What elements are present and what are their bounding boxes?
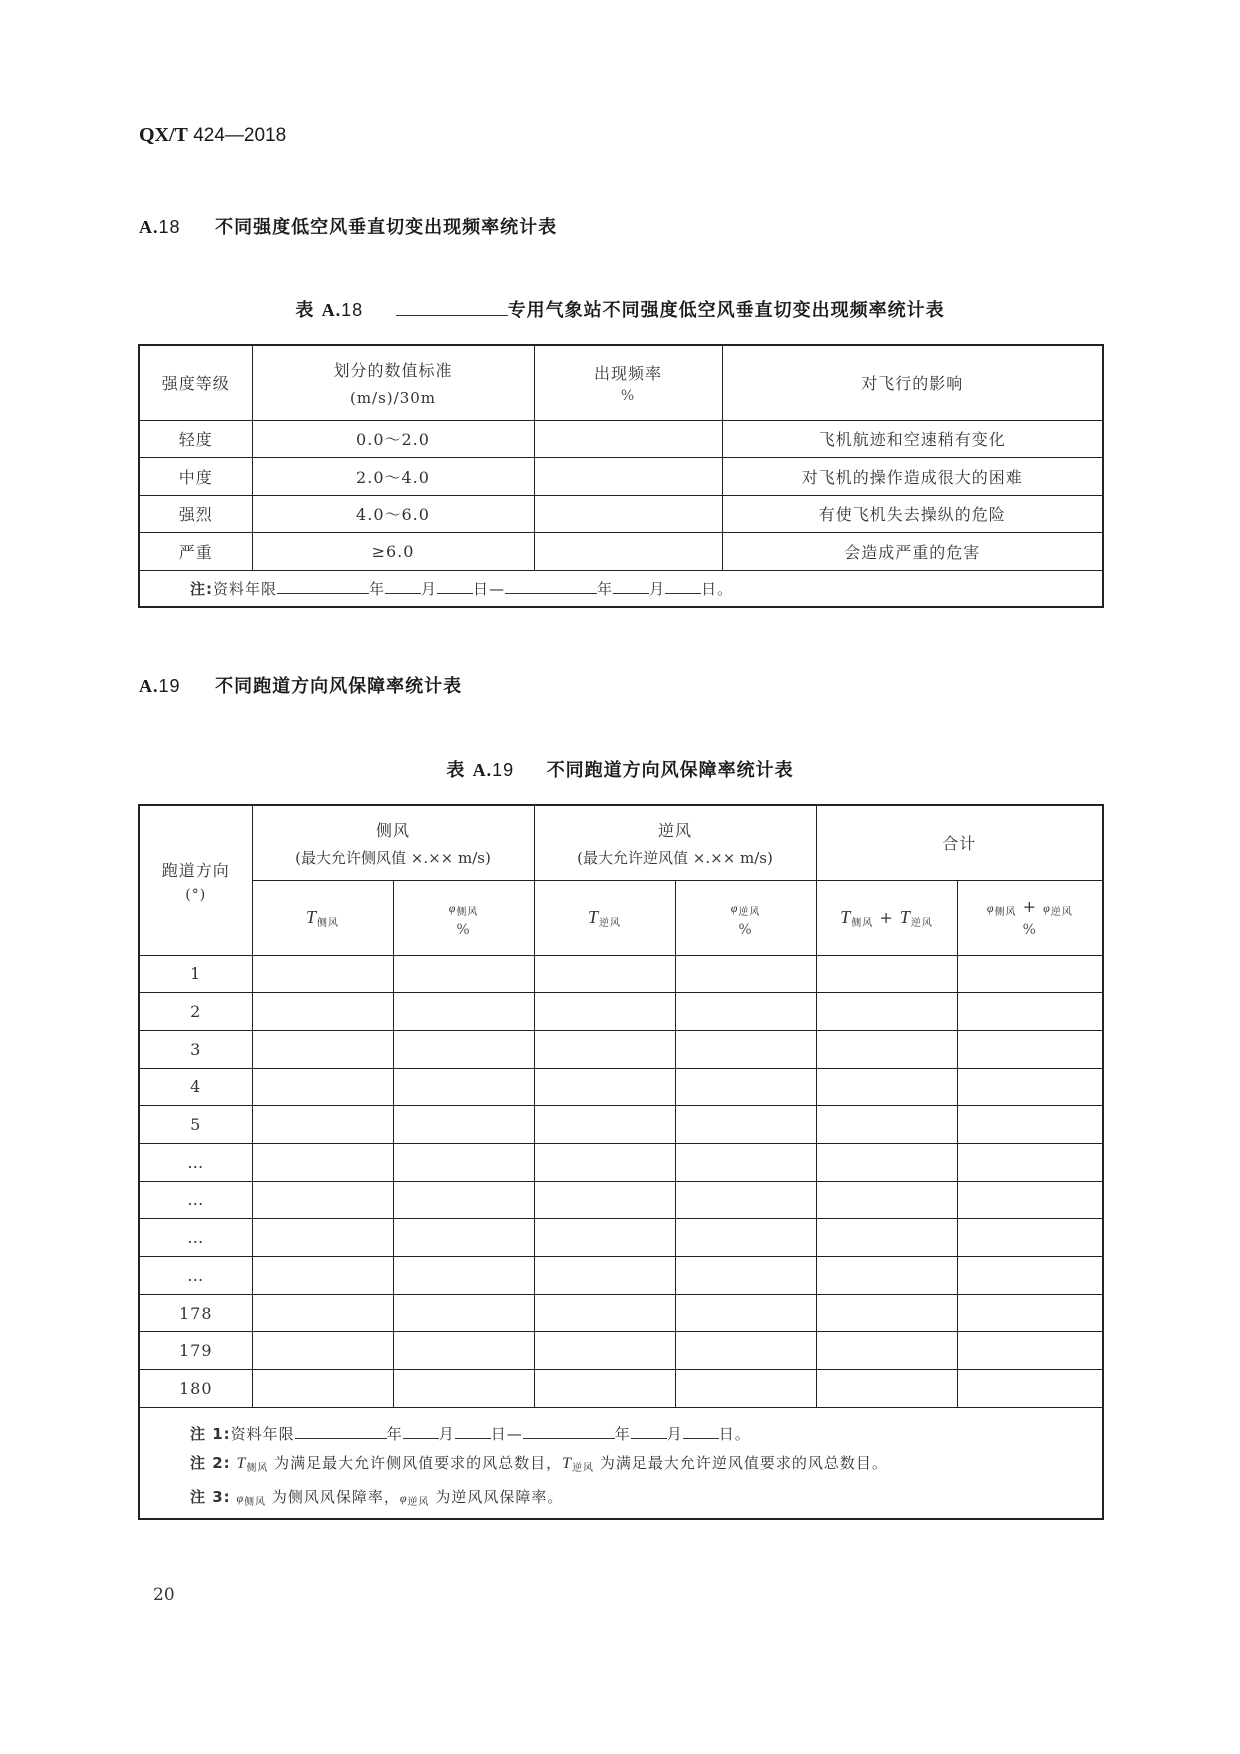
t-symbol: T (305, 906, 317, 927)
runway-direction: 179 (139, 1332, 252, 1370)
crosswind-subscript: 侧风 (244, 1496, 267, 1508)
section-a19-num-suffix: 19 (158, 676, 181, 696)
runway-direction: 180 (139, 1370, 252, 1408)
header-criteria (252, 345, 534, 420)
section-a19-num-prefix: A. (139, 676, 159, 696)
table-a18-note (139, 570, 1103, 607)
start-year-blank[interactable] (277, 592, 369, 594)
t-headwind-cell[interactable] (534, 1181, 675, 1219)
note-year: 年 (614, 1424, 631, 1443)
end-day-blank[interactable] (683, 1437, 719, 1439)
header-frequency-line1: 出现频率 (593, 364, 662, 384)
phi-headwind-cell[interactable] (675, 1143, 816, 1181)
crosswind-subscript: 侧风 (994, 907, 1017, 918)
phi-symbol: φ (399, 1490, 408, 1505)
start-month-blank[interactable] (403, 1437, 439, 1439)
headwind-subscript: 逆风 (599, 917, 622, 929)
header-runway-line1: 跑道方向 (161, 860, 230, 880)
phi-total-cell[interactable] (957, 1294, 1103, 1332)
t-crosswind-cell[interactable] (252, 1106, 393, 1144)
t-headwind-cell[interactable] (534, 955, 675, 993)
header-t-crosswind (252, 880, 393, 955)
header-criteria-line2: (m/s)/30m (349, 389, 437, 408)
end-year-blank[interactable] (523, 1437, 615, 1439)
start-year-blank[interactable] (295, 1437, 387, 1439)
table-a19 (138, 804, 1104, 1520)
runway-direction: … (139, 1219, 252, 1257)
table-a19-notes-row (139, 1407, 1103, 1519)
phi-total-cell[interactable] (957, 1257, 1103, 1295)
t-total-cell[interactable] (816, 1370, 957, 1408)
phi-headwind-cell[interactable] (675, 1106, 816, 1144)
note-month: 月 (666, 1424, 683, 1443)
t-headwind-cell[interactable] (534, 1294, 675, 1332)
runway-direction: … (139, 1257, 252, 1295)
t-symbol: T (236, 1454, 247, 1472)
t-crosswind-cell[interactable] (252, 1370, 393, 1408)
runway-direction: 3 (139, 1030, 252, 1068)
phi-crosswind-cell[interactable] (393, 1257, 534, 1295)
row-level: 轻度 (139, 420, 252, 457)
phi-crosswind-cell[interactable] (393, 1181, 534, 1219)
t-crosswind-cell[interactable] (252, 1332, 393, 1370)
header-frequency (534, 345, 722, 420)
t-crosswind-cell[interactable] (252, 955, 393, 993)
header-criteria-line1: 划分的数值标准 (333, 361, 453, 381)
plus-sign: + (1022, 897, 1037, 916)
note-day-end: 日。 (701, 579, 734, 598)
t-total-cell[interactable] (816, 1106, 957, 1144)
start-day-blank[interactable] (455, 1437, 491, 1439)
note-year: 年 (597, 579, 614, 598)
t-total-cell[interactable] (816, 993, 957, 1031)
phi-crosswind-cell[interactable] (393, 1332, 534, 1370)
row-frequency-cell[interactable] (534, 420, 722, 457)
t-crosswind-cell[interactable] (252, 1219, 393, 1257)
header-t-headwind (534, 880, 675, 955)
t-headwind-cell[interactable] (534, 1030, 675, 1068)
section-a19-title: 不同跑道方向风保障率统计表 (215, 676, 463, 697)
table-a18-note-row (139, 570, 1103, 607)
crosswind-subscript: 侧风 (456, 907, 479, 918)
t-crosswind-cell[interactable] (252, 1030, 393, 1068)
row-impact: 飞机航迹和空速稍有变化 (722, 420, 1103, 457)
section-a18-heading (139, 213, 557, 239)
note-year: 年 (386, 1424, 403, 1443)
phi-symbol: φ (236, 1490, 245, 1505)
header-level: 强度等级 (139, 345, 252, 420)
end-day-blank[interactable] (665, 592, 701, 594)
note-day-dash: 日— (473, 579, 506, 598)
table-a19-body (139, 955, 1103, 1407)
table-row (139, 1068, 1103, 1106)
runway-direction: 2 (139, 993, 252, 1031)
headwind-subscript: 逆风 (910, 917, 933, 929)
table-a18-caption-prefix: 表 (295, 300, 315, 321)
note-1-text: 资料年限 (230, 1424, 295, 1443)
standard-code-prefix: QX/T (139, 124, 188, 146)
note-3-text-b: 为逆风风保障率。 (435, 1487, 564, 1506)
plus-sign: + (879, 907, 894, 927)
standard-code (139, 124, 286, 147)
note-year: 年 (369, 579, 386, 598)
note-1-label: 注 1: (190, 1424, 231, 1443)
t-headwind-cell[interactable] (534, 1106, 675, 1144)
phi-total-cell[interactable] (957, 1106, 1103, 1144)
header-headwind (534, 805, 816, 880)
runway-direction: 4 (139, 1068, 252, 1106)
note-2 (190, 1449, 1102, 1483)
phi-crosswind-cell[interactable] (393, 1030, 534, 1068)
t-symbol: T (588, 906, 600, 927)
phi-headwind-cell[interactable] (675, 993, 816, 1031)
section-a18-num-suffix: 18 (158, 217, 181, 237)
header-runway (139, 805, 252, 955)
table-row (139, 1332, 1103, 1370)
phi-symbol: φ (1043, 901, 1051, 915)
phi-total-cell[interactable] (957, 955, 1103, 993)
t-crosswind-cell[interactable] (252, 1068, 393, 1106)
row-frequency-cell[interactable] (534, 495, 722, 532)
note-2-label: 注 2: (190, 1453, 231, 1472)
t-crosswind-cell[interactable] (252, 1257, 393, 1295)
table-a19-header-row-2 (139, 880, 1103, 955)
row-impact: 有使飞机失去操纵的危险 (722, 495, 1103, 532)
end-month-blank[interactable] (613, 592, 649, 594)
phi-total-cell[interactable] (957, 1143, 1103, 1181)
t-symbol: T (562, 1454, 573, 1472)
table-a19-header-row-1 (139, 805, 1103, 880)
note-3-label: 注 3: (190, 1487, 231, 1506)
runway-direction: … (139, 1181, 252, 1219)
row-level: 中度 (139, 457, 252, 495)
table-row (139, 1294, 1103, 1332)
header-headwind-line2: (最大允许逆风值 ×.×× m/s) (577, 848, 773, 867)
section-a18-title: 不同强度低空风垂直切变出现频率统计表 (215, 217, 558, 238)
t-headwind-cell[interactable] (534, 993, 675, 1031)
runway-direction: 5 (139, 1106, 252, 1144)
percent-unit: % (456, 922, 471, 938)
runway-direction: 1 (139, 955, 252, 993)
t-crosswind-cell[interactable] (252, 1294, 393, 1332)
table-row (139, 1181, 1103, 1219)
phi-crosswind-cell[interactable] (393, 955, 534, 993)
t-headwind-cell[interactable] (534, 1257, 675, 1295)
row-criteria: 4.0～6.0 (252, 495, 534, 532)
table-row (139, 1030, 1103, 1068)
phi-total-cell[interactable] (957, 1068, 1103, 1106)
t-headwind-cell[interactable] (534, 1143, 675, 1181)
table-a19-notes (139, 1407, 1103, 1519)
note-day-dash: 日— (490, 1424, 523, 1443)
note-month: 月 (438, 1424, 455, 1443)
headwind-subscript: 逆风 (1050, 907, 1073, 918)
header-phi-crosswind (393, 880, 534, 955)
start-day-blank[interactable] (437, 592, 473, 594)
table-a19-caption-title: 不同跑道方向风保障率统计表 (546, 760, 794, 781)
note-3-text-a: 为侧风风保障率， (271, 1487, 400, 1506)
header-headwind-line1: 逆风 (658, 820, 693, 840)
row-impact: 对飞机的操作造成很大的困难 (722, 457, 1103, 495)
headwind-subscript: 逆风 (407, 1496, 430, 1508)
row-criteria: ≥6.0 (252, 532, 534, 570)
table-a18-caption (138, 296, 1102, 322)
phi-crosswind-cell[interactable] (393, 1068, 534, 1106)
crosswind-subscript: 侧风 (317, 917, 339, 929)
table-row (139, 420, 1103, 457)
phi-headwind-cell[interactable] (675, 1219, 816, 1257)
phi-headwind-cell[interactable] (675, 1370, 816, 1408)
note-1 (190, 1420, 1102, 1449)
headwind-subscript: 逆风 (738, 907, 761, 918)
phi-total-cell[interactable] (957, 1219, 1103, 1257)
t-headwind-cell[interactable] (534, 1068, 675, 1106)
end-year-blank[interactable] (505, 592, 597, 594)
note-2-text-b: 为满足最大允许逆风值要求的风总数目。 (599, 1453, 888, 1472)
runway-direction: … (139, 1143, 252, 1181)
phi-crosswind-cell[interactable] (393, 993, 534, 1031)
row-criteria: 2.0～4.0 (252, 457, 534, 495)
row-level: 严重 (139, 532, 252, 570)
note-label: 注: (190, 579, 213, 598)
t-total-cell[interactable] (816, 1219, 957, 1257)
header-total: 合计 (816, 805, 1103, 880)
phi-headwind-cell[interactable] (675, 1181, 816, 1219)
crosswind-subscript: 侧风 (246, 1462, 269, 1474)
phi-headwind-cell[interactable] (675, 1294, 816, 1332)
phi-headwind-cell[interactable] (675, 1257, 816, 1295)
t-crosswind-cell[interactable] (252, 993, 393, 1031)
t-headwind-cell[interactable] (534, 1332, 675, 1370)
phi-headwind-cell[interactable] (675, 1332, 816, 1370)
phi-crosswind-cell[interactable] (393, 1106, 534, 1144)
phi-crosswind-cell[interactable] (393, 1370, 534, 1408)
percent-unit: % (738, 922, 753, 938)
t-total-cell[interactable] (816, 1143, 957, 1181)
phi-crosswind-cell[interactable] (393, 1143, 534, 1181)
table-a18-caption-num-prefix: A. (321, 300, 342, 320)
row-criteria: 0.0～2.0 (252, 420, 534, 457)
t-total-cell[interactable] (816, 955, 957, 993)
table-row (139, 1219, 1103, 1257)
header-impact: 对飞行的影响 (722, 345, 1103, 420)
table-row (139, 1106, 1103, 1144)
t-crosswind-cell[interactable] (252, 1181, 393, 1219)
t-total-cell[interactable] (816, 1332, 957, 1370)
t-crosswind-cell[interactable] (252, 1143, 393, 1181)
t-symbol: T (840, 906, 852, 927)
table-a18-caption-title: 专用气象站不同强度低空风垂直切变出现频率统计表 (507, 300, 945, 321)
phi-headwind-cell[interactable] (675, 1068, 816, 1106)
end-month-blank[interactable] (631, 1437, 667, 1439)
station-name-blank[interactable] (396, 314, 508, 316)
t-symbol: T (899, 906, 911, 927)
phi-symbol: φ (730, 901, 739, 915)
phi-total-cell[interactable] (957, 1332, 1103, 1370)
header-crosswind (252, 805, 534, 880)
table-row (139, 495, 1103, 532)
phi-crosswind-cell[interactable] (393, 1219, 534, 1257)
phi-total-cell[interactable] (957, 1030, 1103, 1068)
phi-total-cell[interactable] (957, 1370, 1103, 1408)
note-text: 资料年限 (213, 579, 278, 598)
phi-total-cell[interactable] (957, 993, 1103, 1031)
table-row (139, 993, 1103, 1031)
note-day-end: 日。 (718, 1424, 751, 1443)
note-month: 月 (649, 579, 666, 598)
header-crosswind-line1: 侧风 (376, 820, 411, 840)
table-row (139, 955, 1103, 993)
t-total-cell[interactable] (816, 1181, 957, 1219)
headwind-subscript: 逆风 (572, 1462, 595, 1474)
phi-headwind-cell[interactable] (675, 1030, 816, 1068)
table-a19-caption-num-suffix: 19 (492, 760, 515, 780)
phi-crosswind-cell[interactable] (393, 1294, 534, 1332)
crosswind-subscript: 侧风 (851, 917, 874, 929)
runway-direction: 178 (139, 1294, 252, 1332)
section-a18-num-prefix: A. (139, 217, 159, 237)
table-a18-header-row (139, 345, 1103, 420)
section-a19-heading (139, 672, 462, 698)
table-row (139, 1143, 1103, 1181)
page-number: 20 (153, 1585, 175, 1605)
t-headwind-cell[interactable] (534, 1370, 675, 1408)
header-frequency-unit: % (620, 388, 636, 405)
table-a18 (138, 344, 1104, 608)
table-a19-caption (138, 756, 1102, 782)
header-phi-headwind (675, 880, 816, 955)
t-total-cell[interactable] (816, 1030, 957, 1068)
row-impact: 会造成严重的危害 (722, 532, 1103, 570)
t-headwind-cell[interactable] (534, 1219, 675, 1257)
phi-total-cell[interactable] (957, 1181, 1103, 1219)
percent-unit: % (1022, 922, 1037, 938)
header-t-total (816, 880, 957, 955)
phi-symbol: φ (986, 901, 995, 915)
t-total-cell[interactable] (816, 1068, 957, 1106)
header-phi-total (957, 880, 1103, 955)
table-a18-caption-num-suffix: 18 (341, 300, 364, 320)
table-row (139, 532, 1103, 570)
table-row (139, 1257, 1103, 1295)
row-frequency-cell[interactable] (534, 457, 722, 495)
phi-symbol: φ (448, 901, 457, 915)
t-total-cell[interactable] (816, 1257, 957, 1295)
row-frequency-cell[interactable] (534, 532, 722, 570)
table-a19-caption-num-prefix: A. (472, 760, 493, 780)
standard-code-suffix: 424—2018 (193, 125, 287, 146)
table-row (139, 1370, 1103, 1408)
note-2-text-a: 为满足最大允许侧风值要求的风总数目， (274, 1453, 563, 1472)
note-month: 月 (421, 579, 438, 598)
phi-headwind-cell[interactable] (675, 955, 816, 993)
note-3 (190, 1483, 1102, 1517)
header-crosswind-line2: (最大允许侧风值 ×.×× m/s) (295, 848, 491, 867)
header-runway-unit: (°) (185, 886, 207, 903)
t-total-cell[interactable] (816, 1294, 957, 1332)
start-month-blank[interactable] (385, 592, 421, 594)
row-level: 强烈 (139, 495, 252, 532)
table-a19-caption-prefix: 表 (446, 760, 466, 781)
table-row (139, 457, 1103, 495)
